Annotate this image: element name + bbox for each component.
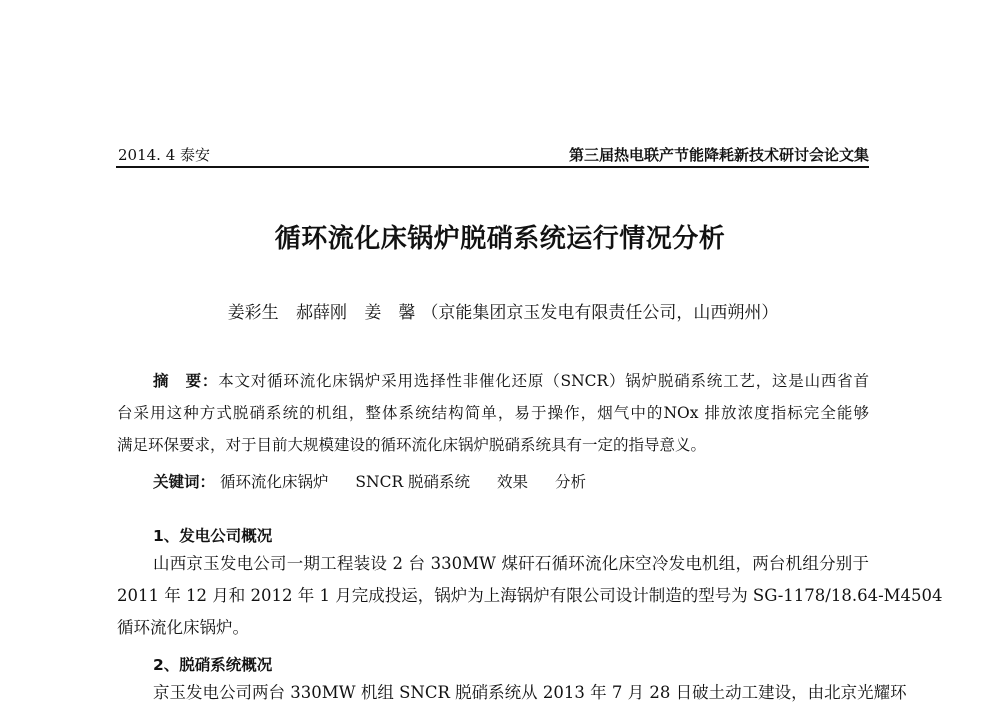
author-name: 姜 馨: [364, 303, 416, 323]
section-heading: 2、脱硝系统概况: [153, 656, 273, 674]
abstract-line-3: 满足环保要求，对于目前大规模建设的循环流化床锅炉脱硝系统具有一定的指导意义。: [117, 436, 707, 454]
abstract: [117, 365, 869, 461]
keyword: 分析: [554, 473, 586, 491]
keyword: SNCR 脱硝系统: [355, 473, 471, 491]
body-line: 循环流化床锅炉。: [117, 618, 249, 637]
keywords-label: 关键词：: [153, 473, 216, 491]
section1-body: [117, 548, 943, 644]
running-header-right: 第三届热电联产节能降耗新技术研讨会论文集: [568, 146, 869, 164]
body-line: 山西京玉发电公司一期工程装设 2 台 330MW 煤矸石循环流化床空冷发电机组，两台机组分别于: [153, 554, 869, 573]
keyword: 循环流化床锅炉: [219, 473, 329, 491]
section-heading: 1、发电公司概况: [153, 527, 273, 545]
author-name: 姜彩生: [227, 303, 279, 323]
author-name: 郝薛刚: [296, 303, 347, 323]
abstract-text: 本文对循环流化床锅炉采用选择性非催化还原（SNCR）锅炉脱硝系统工艺，这是山西省首: [218, 372, 869, 390]
keywords: [153, 470, 608, 492]
body-line: 2011 年 12 月和 2012 年 1 月完成投运，锅炉为上海锅炉有限公司设计制造的型号为 SG-1178/18.64-M4504: [117, 586, 943, 605]
running-header-left: 2014. 4 泰安: [118, 146, 211, 164]
paper-title: 循环流化床锅炉脱硝系统运行情况分析: [274, 224, 726, 254]
keyword: 效果: [496, 473, 528, 491]
abstract-label: 摘 要：: [153, 372, 219, 390]
section2-body: [117, 677, 907, 709]
authors-line: [0, 298, 1000, 323]
abstract-line-2: 台采用这种方式脱硝系统的机组，整体系统结构简单，易于操作，烟气中的NOx 排放浓度指标完全能够: [117, 404, 869, 422]
abstract-line-1: [117, 365, 869, 397]
header-rule: [116, 166, 869, 168]
author-affiliation: （京能集团京玉发电有限责任公司，山西朔州）: [421, 303, 779, 323]
body-line: 京玉发电公司两台 330MW 机组 SNCR 脱硝系统从 2013 年 7 月 28 日破土动工建设，由北京光耀环: [153, 683, 907, 702]
